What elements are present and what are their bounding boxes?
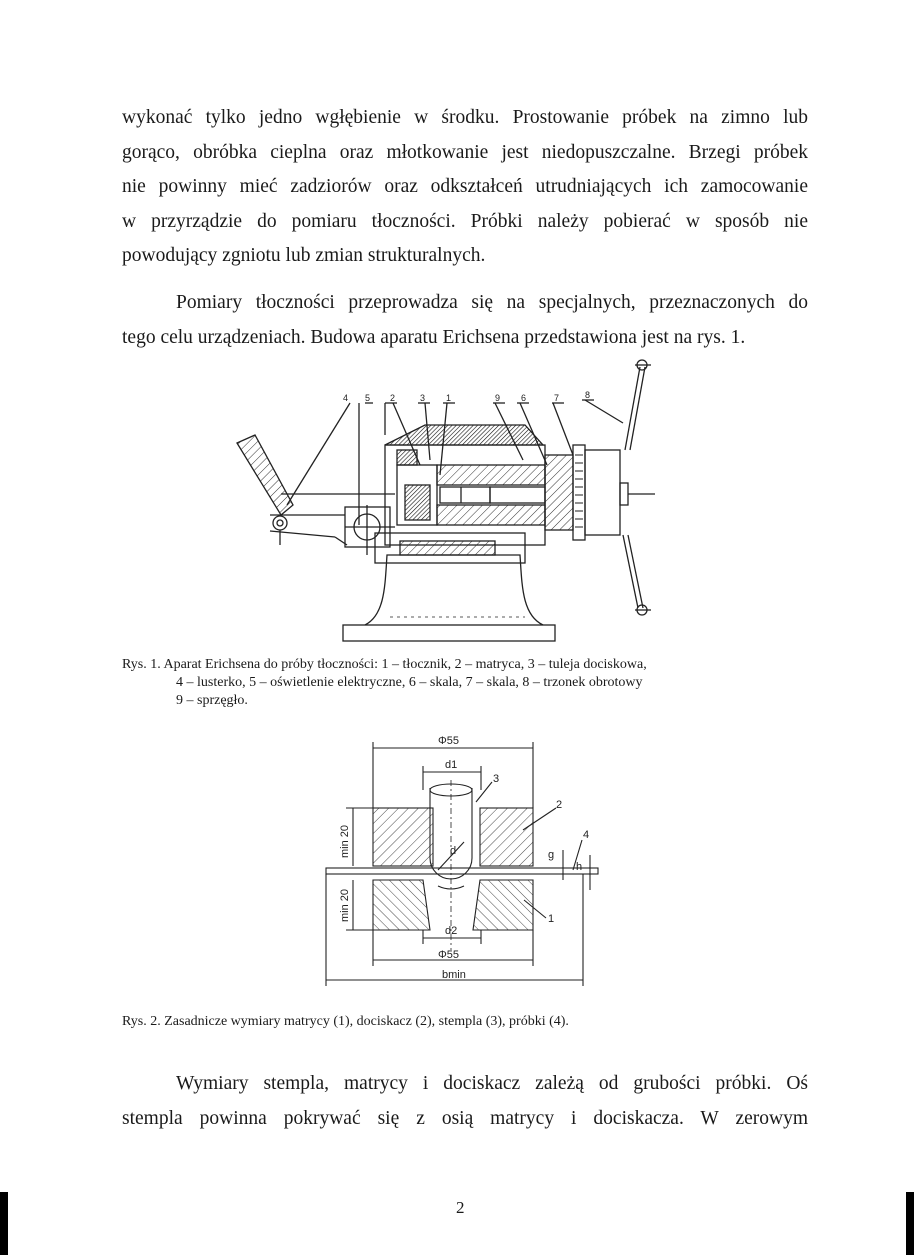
sheet-4-label: 4 [583, 829, 590, 841]
figure-1-erichsen-apparatus [225, 355, 665, 650]
text-line: w przyrządzie do pomiaru tłoczności. Próbki należy pobierać w sposób nie [122, 210, 808, 232]
dim-top-diameter: Φ55 [438, 735, 460, 747]
figure-1-caption [122, 656, 647, 710]
callout-2: 2 [390, 393, 396, 403]
page-number: 2 [456, 1198, 465, 1217]
paragraph-1 [122, 101, 808, 274]
caption-line: Rys. 1. Aparat Erichsena do próby tłoczności: 1 – tłocznik, 2 – matryca, 3 – tuleja dociskowa, [122, 657, 647, 672]
text-line: powodujący zgniotu lub zmian strukturalnych. [122, 245, 486, 267]
callout-1: 1 [446, 393, 452, 403]
dim-d2: d2 [445, 925, 458, 937]
callout-4: 4 [343, 393, 349, 403]
callout-3: 3 [420, 393, 426, 403]
caption-line: 4 – lusterko, 5 – oświetlenie elektryczne, 6 – skala, 7 – skala, 8 – trzonek obrotowy [176, 675, 643, 690]
text-line: stempla powinna pokrywać się z osią matrycy i dociskacza. W zerowym [122, 1107, 808, 1129]
part-1-label: 1 [548, 913, 555, 925]
part-2-label: 2 [556, 799, 563, 811]
callout-9: 9 [495, 393, 501, 403]
dim-bottom-diameter: Φ55 [438, 949, 460, 961]
right-scan-edge [906, 1192, 914, 1255]
dim-d1: d1 [445, 759, 458, 771]
figure-2-die-dimensions [318, 730, 608, 995]
part-3-label: 3 [493, 773, 500, 785]
caption-line: 9 – sprzęgło. [176, 693, 248, 708]
callout-8: 8 [585, 390, 591, 400]
text-line: gorąco, obróbka cieplna oraz młotkowanie jest niedopuszczalne. Brzegi próbek [122, 141, 808, 163]
left-scan-edge [0, 1192, 8, 1255]
text-line: tego celu urządzeniach. Budowa aparatu Erichsena przedstawiona jest na rys. 1. [122, 326, 746, 348]
figure-2-caption: Rys. 2. Zasadnicze wymiary matrycy (1), dociskacz (2), stempla (3), próbki (4). [122, 1014, 569, 1029]
dim-bmin: bmin [442, 969, 466, 981]
text-line: Pomiary tłoczności przeprowadza się na specjalnych, przeznaczonych do [176, 292, 808, 313]
text-line: Wymiary stempla, matrycy i dociskacz zależą od grubości próbki. Oś [176, 1073, 808, 1094]
dim-h: h [576, 861, 583, 873]
dim-g: g [548, 849, 555, 861]
paragraph-3 [122, 1067, 808, 1136]
paragraph-2 [122, 286, 808, 355]
text-line: nie powinny mieć zadziorów oraz odkształceń utrudniających ich zamocowanie [122, 176, 808, 198]
callout-5: 5 [365, 393, 371, 403]
callout-6: 6 [521, 393, 527, 403]
punch-d-label: d [450, 845, 457, 857]
text-line: wykonać tylko jedno wgłębienie w środku. Prostowanie próbek na zimno lub [122, 107, 808, 128]
callout-7: 7 [554, 393, 560, 403]
dim-min20-lower: min 20 [339, 888, 351, 922]
dim-min20-upper: min 20 [339, 824, 351, 858]
